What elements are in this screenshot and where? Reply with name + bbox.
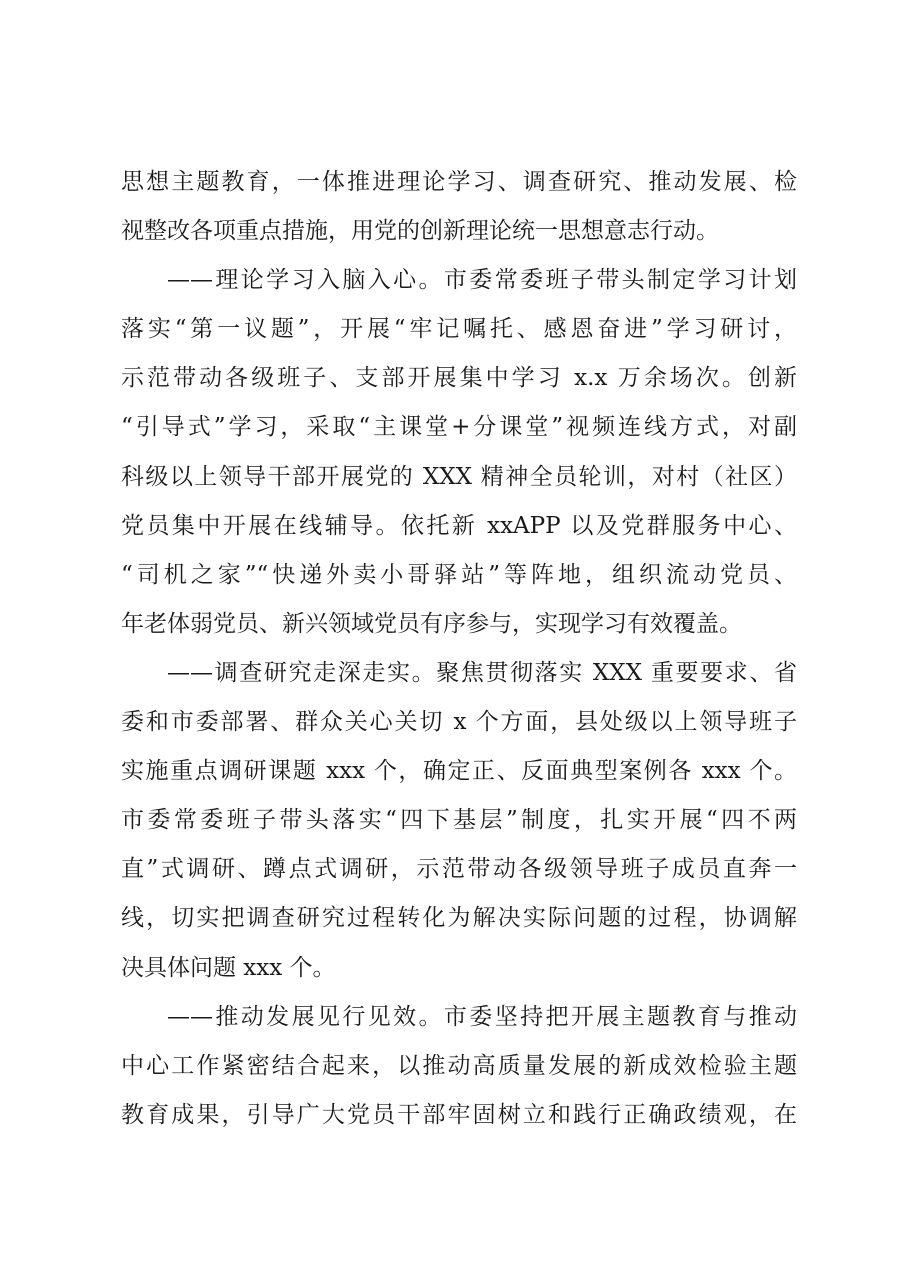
text-line: 科级以上领导干部开展党的 XXX 精神全员轮训，对村（社区）	[121, 463, 797, 490]
paragraph-investigation-research	[121, 649, 797, 993]
text-line: 思想主题教育，一体推进理论学习、调查研究、推动发展、检	[121, 169, 797, 195]
text-line: ——推动发展见行见效。市委坚持把开展主题教育与推动	[167, 1003, 797, 1030]
paragraph-theory-study	[121, 256, 797, 649]
text-line: 示范带动各级班子、支部开展集中学习 x.x 万余场次。创新	[121, 365, 797, 392]
text-line: ——理论学习入脑入心。市委常委班子带头制定学习计划	[167, 267, 797, 294]
paragraph-intro-continued	[121, 158, 797, 256]
text-line: 落实“第一议题”，开展“牢记嘱托、感恩奋进”学习研讨，	[121, 316, 797, 343]
text-line: 教育成果，引导广大党员干部牢固树立和践行正确政绩观，在	[121, 1101, 797, 1128]
text-line: 决具体问题 xxx 个。	[121, 954, 336, 981]
text-line: ——调查研究走深走实。聚焦贯彻落实 XXX 重要要求、省	[167, 659, 797, 686]
text-line: 年老体弱党员、新兴领域党员有序参与，实现学习有效覆盖。	[121, 610, 742, 637]
text-line: 线，切实把调查研究过程转化为解决实际问题的过程，协调解	[121, 905, 797, 932]
paragraph-development	[121, 993, 797, 1140]
text-line: 委和市委部署、群众关心关切 x 个方面，县处级以上领导班子	[121, 709, 797, 736]
text-line: 党员集中开展在线辅导。依托新 xxAPP 以及党群服务中心、	[121, 512, 797, 539]
text-line: “引导式”学习，采取“主课堂+分课堂”视频连线方式，对副	[121, 414, 797, 441]
text-line: 市委常委班子带头落实“四下基层”制度，扎实开展“四不两	[121, 807, 797, 834]
text-line: 直”式调研、蹲点式调研，示范带动各级领导班子成员直奔一	[121, 856, 797, 883]
document-body	[121, 158, 797, 1140]
text-line: 实施重点调研课题 xxx 个，确定正、反面典型案例各 xxx 个。	[121, 758, 797, 785]
text-line: 中心工作紧密结合起来，以推动高质量发展的新成效检验主题	[121, 1052, 797, 1079]
text-line: 视整改各项重点措施，用党的创新理论统一思想意志行动。	[121, 218, 719, 245]
text-line: “司机之家”“快递外卖小哥驿站”等阵地，组织流动党员、	[121, 561, 797, 588]
